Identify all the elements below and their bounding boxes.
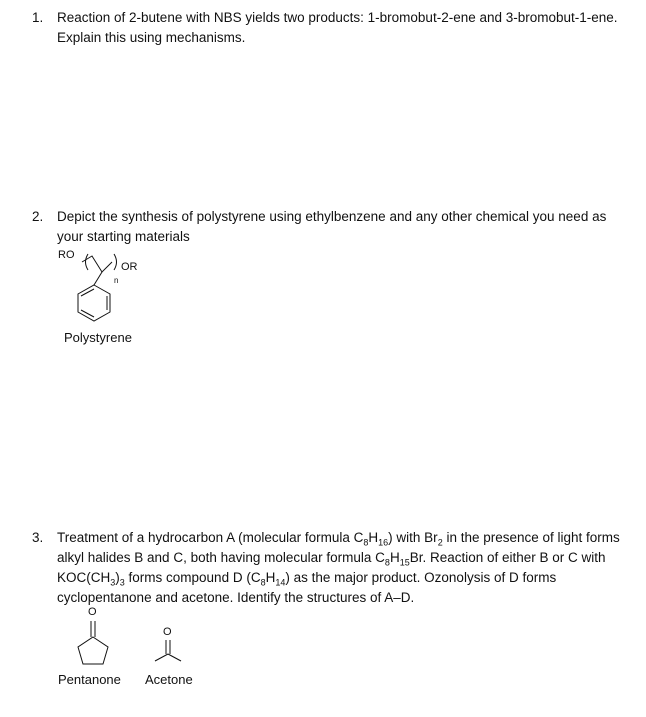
question-number: 2. (32, 209, 44, 224)
question-text: Treatment of a hydrocarbon A (molecular formula $C_8H_{16}$) with $Br_2$ in the presence of light forms alkyl halides B and C, both having molecular formula $C_8H_{15}Br$. Reaction of either B or C with $KOC(CH_3)_3$ forms compound D $(C_8H_{14})$ as the major product. Ozonolysis of D forms cyclopentanone and acetone. Identify the structures of A–D. (57, 530, 620, 605)
n-subscript: n (114, 276, 119, 285)
question-text: Reaction of 2-butene with NBS yields two products: 1-bromobut-2-ene and 3-bromobut-1-ene. Explain this using mechanisms. (57, 10, 618, 45)
pentanone-caption: Pentanone (58, 672, 121, 687)
cyclopentane-ring (78, 637, 108, 664)
ro-label: RO (58, 249, 75, 261)
question-text: Depict the synthesis of polystyrene using ethylbenzene and any other chemical you need as your starting materials (57, 209, 607, 244)
question-number: 3. (32, 530, 44, 545)
acetone-caption: Acetone (145, 672, 193, 687)
or-label: OR (121, 261, 138, 273)
acetone-methyl-left (155, 654, 168, 661)
acetone-methyl-right (168, 654, 181, 661)
question-number: 1. (32, 10, 44, 25)
pentanone-oxygen-label: O (88, 606, 97, 618)
acetone-oxygen-label: O (163, 626, 172, 638)
polystyrene-caption: Polystyrene (64, 330, 132, 345)
